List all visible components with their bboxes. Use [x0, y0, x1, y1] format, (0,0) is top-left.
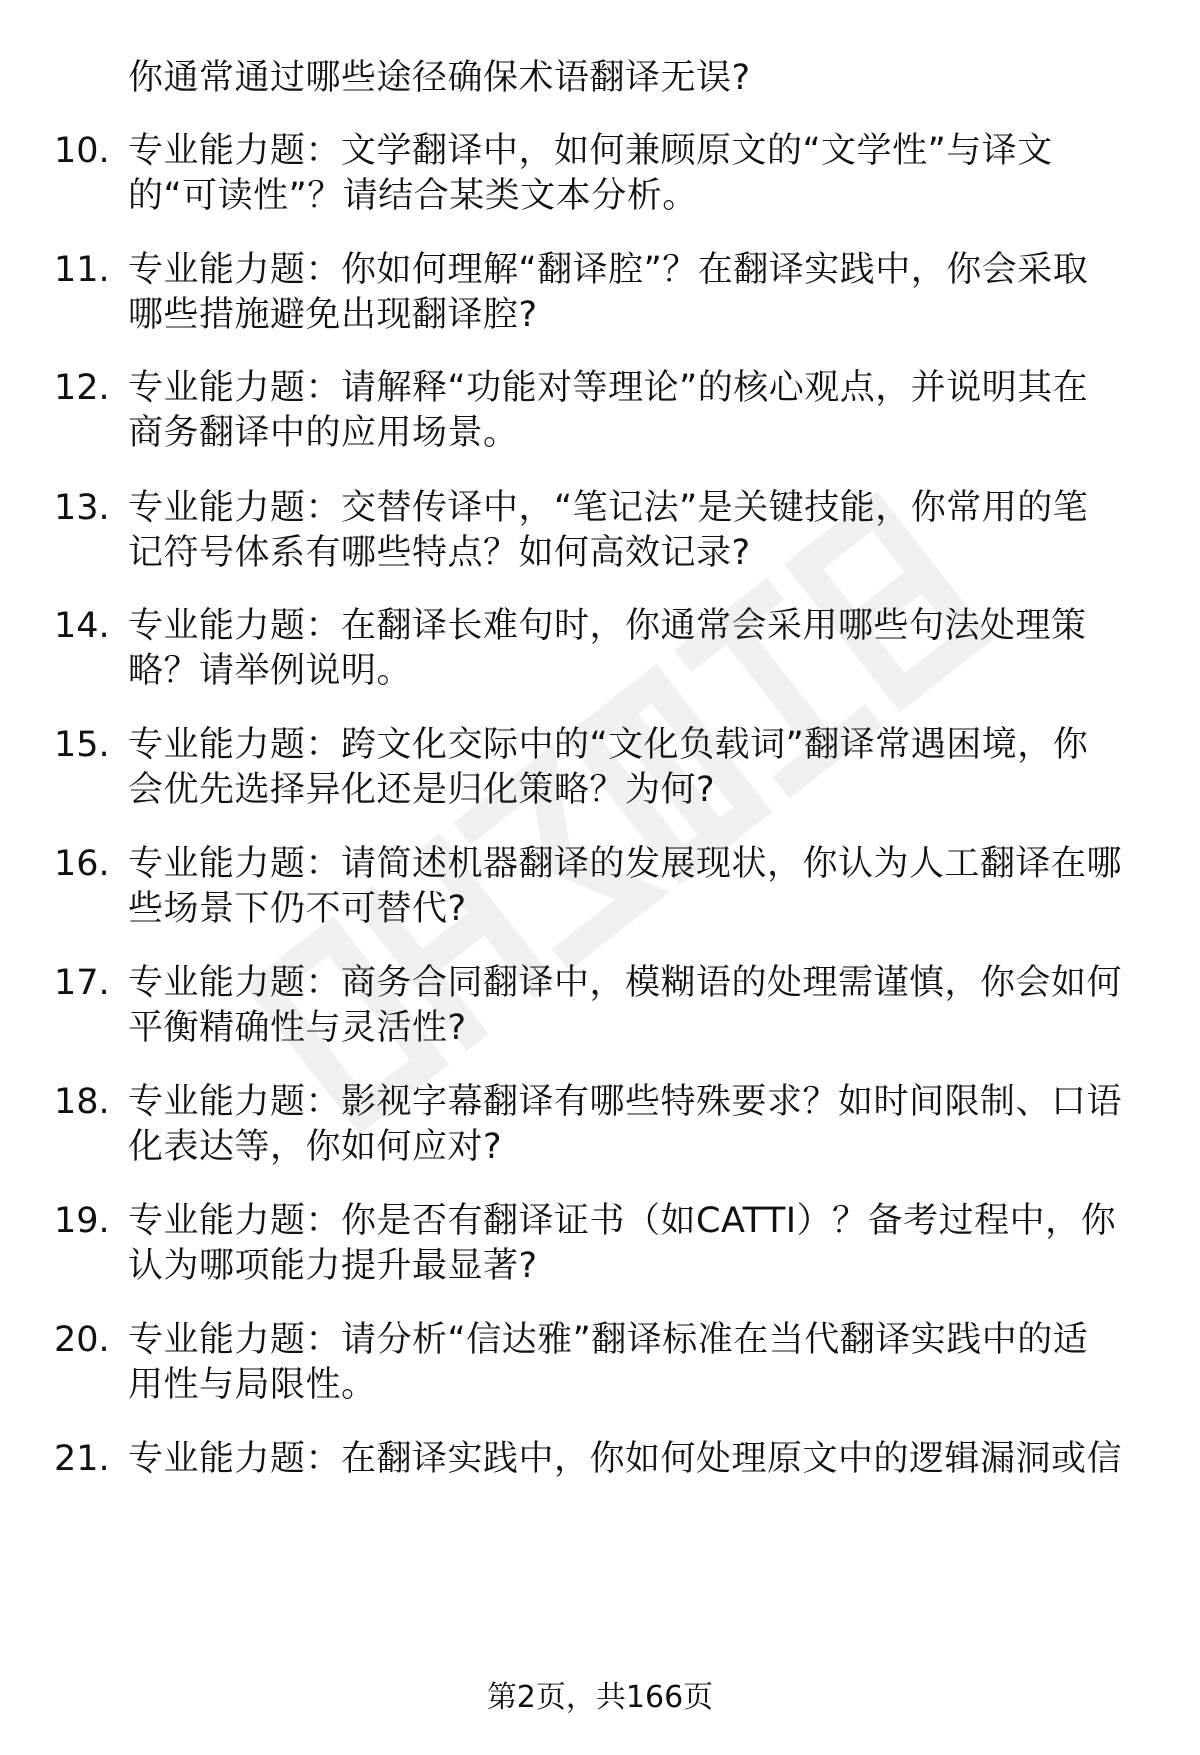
item-line-1: 专业能力题：商务合同翻译中，模糊语的处理需谨慎，你会如何 — [128, 963, 1123, 1003]
item-number: 15. — [54, 725, 110, 765]
item-line-2: 商务翻译中的应用场景。 — [128, 413, 519, 453]
item-line-2: 化表达等，你如何应对? — [128, 1127, 503, 1167]
item-line-1: 专业能力题：请简述机器翻译的发展现状，你认为人工翻译在哪 — [128, 844, 1123, 884]
item-number: 21. — [54, 1439, 110, 1479]
item-line-1: 专业能力题：在翻译长难句时，你通常会采用哪些句法处理策 — [128, 606, 1087, 646]
item-line-2: 哪些措施避免出现翻译腔? — [128, 295, 538, 335]
item-number: 16. — [54, 844, 110, 884]
item-line-1: 专业能力题：请解释“功能对等理论”的核心观点，并说明其在 — [128, 368, 1089, 408]
item-line-1: 专业能力题：请分析“信达雅”翻译标准在当代翻译实践中的适 — [128, 1320, 1089, 1360]
item-line-1: 专业能力题：文学翻译中，如何兼顾原文的“文学性”与译文 — [128, 131, 1053, 171]
item-line-2: 些场景下仍不可替代? — [128, 889, 467, 929]
continuation-line: 你通常通过哪些途径确保术语翻译无误? — [128, 58, 751, 98]
item-line-2: 用性与局限性。 — [128, 1365, 377, 1405]
item-number: 19. — [54, 1201, 110, 1241]
item-number: 14. — [54, 606, 110, 646]
item-number: 17. — [54, 963, 110, 1003]
item-line-1: 专业能力题：交替传译中，“笔记法”是关键技能，你常用的笔 — [128, 488, 1089, 528]
item-line-1: 专业能力题：你是否有翻译证书（如CATTI）？备考过程中，你 — [128, 1201, 1117, 1241]
item-number: 13. — [54, 488, 110, 528]
item-line-1: 专业能力题：跨文化交际中的“文化负载词”翻译常遇困境，你 — [128, 725, 1089, 765]
page-footer: 第2页，共166页 — [486, 1680, 714, 1715]
item-line-2: 会优先选择异化还是归化策略？为何? — [128, 770, 716, 810]
item-line-2: 的“可读性”？请结合某类文本分析。 — [128, 176, 698, 216]
item-number: 10. — [54, 131, 110, 171]
item-line-2: 认为哪项能力提升最显著? — [128, 1246, 538, 1286]
item-number: 11. — [54, 250, 110, 290]
item-line-2: 略？请举例说明。 — [128, 651, 413, 691]
item-line-1: 专业能力题：在翻译实践中，你如何处理原文中的逻辑漏洞或信 — [128, 1439, 1123, 1479]
item-line-1: 专业能力题：影视字幕翻译有哪些特殊要求？如时间限制、口语 — [128, 1082, 1123, 1122]
item-number: 20. — [54, 1320, 110, 1360]
item-line-2: 平衡精确性与灵活性? — [128, 1008, 467, 1048]
item-number: 12. — [54, 368, 110, 408]
item-line-2: 记符号体系有哪些特点？如何高效记录? — [128, 533, 751, 573]
item-line-1: 专业能力题：你如何理解“翻译腔”？在翻译实践中，你会采取 — [128, 250, 1089, 290]
item-number: 18. — [54, 1082, 110, 1122]
